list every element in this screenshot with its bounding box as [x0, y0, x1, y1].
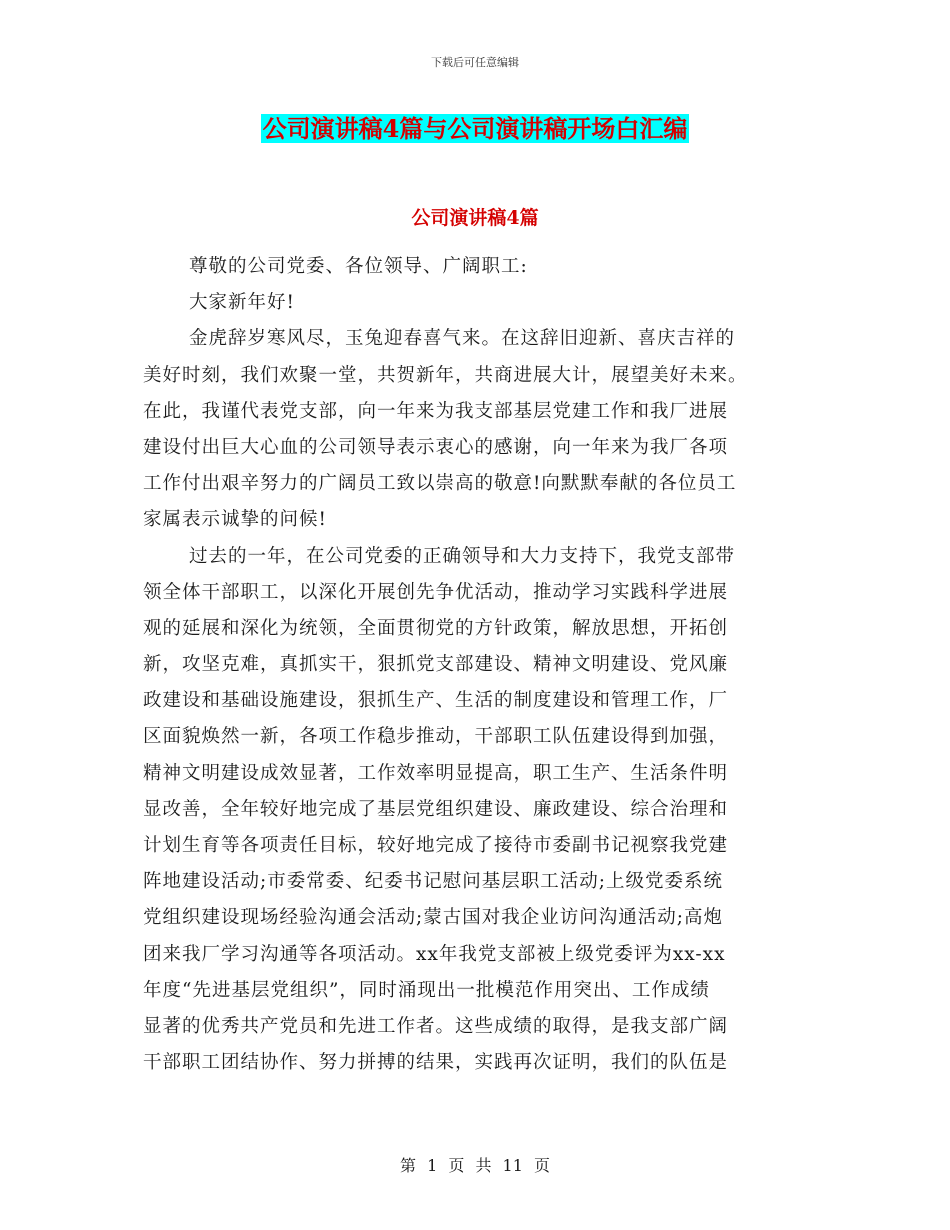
body-line: 大家新年好! [189, 292, 295, 314]
body-line: 党组织建设现场经验沟通会活动;蒙古国对我企业访问沟通活动;高炮 [143, 907, 723, 929]
section-title: 公司演讲稿4篇 [411, 207, 539, 229]
body-line: 区面貌焕然一新，各项工作稳步推动，干部职工队伍建设得到加强， [143, 726, 729, 748]
body-line: 显改善，全年较好地完成了基层党组织建设、廉政建设、综合治理和 [143, 798, 729, 820]
body-line: 精神文明建设成效显著，工作效率明显提高，职工生产、生活条件明 [143, 762, 729, 784]
body-line: 过去的一年，在公司党委的正确领导和大力支持下，我党支部带 [189, 545, 736, 567]
body-line: 显著的优秀共产党员和先进工作者。这些成绩的取得，是我支部广阔 [143, 1015, 729, 1037]
body-line: 工作付出艰辛努力的广阔员工致以崇高的敬意!向默默奉献的各位员工 [143, 473, 737, 495]
body-line: 尊敬的公司党委、各位领导、广阔职工: [189, 256, 528, 277]
body-line: 计划生育等各项责任目标，较好地完成了接待市委副书记视察我党建 [143, 835, 729, 856]
body-line: 阵地建设活动;市委常委、纪委书记慰问基层职工活动;上级党委系统 [143, 871, 723, 893]
body-line: 观的延展和深化为统领，全面贯彻党的方针政策，解放思想，开拓创 [143, 617, 729, 639]
body-line: 金虎辞岁寒风尽，玉兔迎春喜气来。在这辞旧迎新、喜庆吉祥的 [189, 328, 736, 350]
document-title [0, 112, 950, 146]
body-line: 领全体干部职工，以深化开展创先争优活动，推动学习实践科学进展 [143, 581, 729, 603]
body-line: 美好时刻，我们欢聚一堂，共贺新年，共商进展大计，展望美好未来。 [143, 364, 748, 386]
body-line: 政建设和基础设施建设，狠抓生产、生活的制度建设和管理工作，厂 [143, 690, 729, 712]
body-line: 干部职工团结协作、努力拼搏的结果，实践再次证明，我们的队伍是 [143, 1052, 729, 1074]
body-text [143, 249, 803, 1081]
page-header-note: 下载后可任意编辑 [431, 56, 519, 69]
body-line: 在此，我谨代表党支部，向一年来为我支部基层党建工作和我厂进展 [143, 400, 729, 422]
document-title-text: 公司演讲稿4篇与公司演讲稿开场白汇编 [262, 114, 688, 143]
page-footer: 第 1 页 共 11 页 [400, 1156, 550, 1175]
body-line: 建设付出巨大心血的公司领导表示衷心的感谢，向一年来为我厂各项 [143, 436, 729, 458]
body-line: 新，攻坚克难，真抓实干，狠抓党支部建设、精神文明建设、党风廉 [143, 654, 729, 676]
body-line: 年度“先进基层党组织”，同时涌现出一批模范作用突出、工作成绩 [143, 979, 710, 1001]
body-line: 团来我厂学习沟通等各项活动。xx年我党支部被上级党委评为xx-xx [143, 943, 726, 965]
body-line: 家属表示诚挚的问候! [143, 509, 327, 531]
